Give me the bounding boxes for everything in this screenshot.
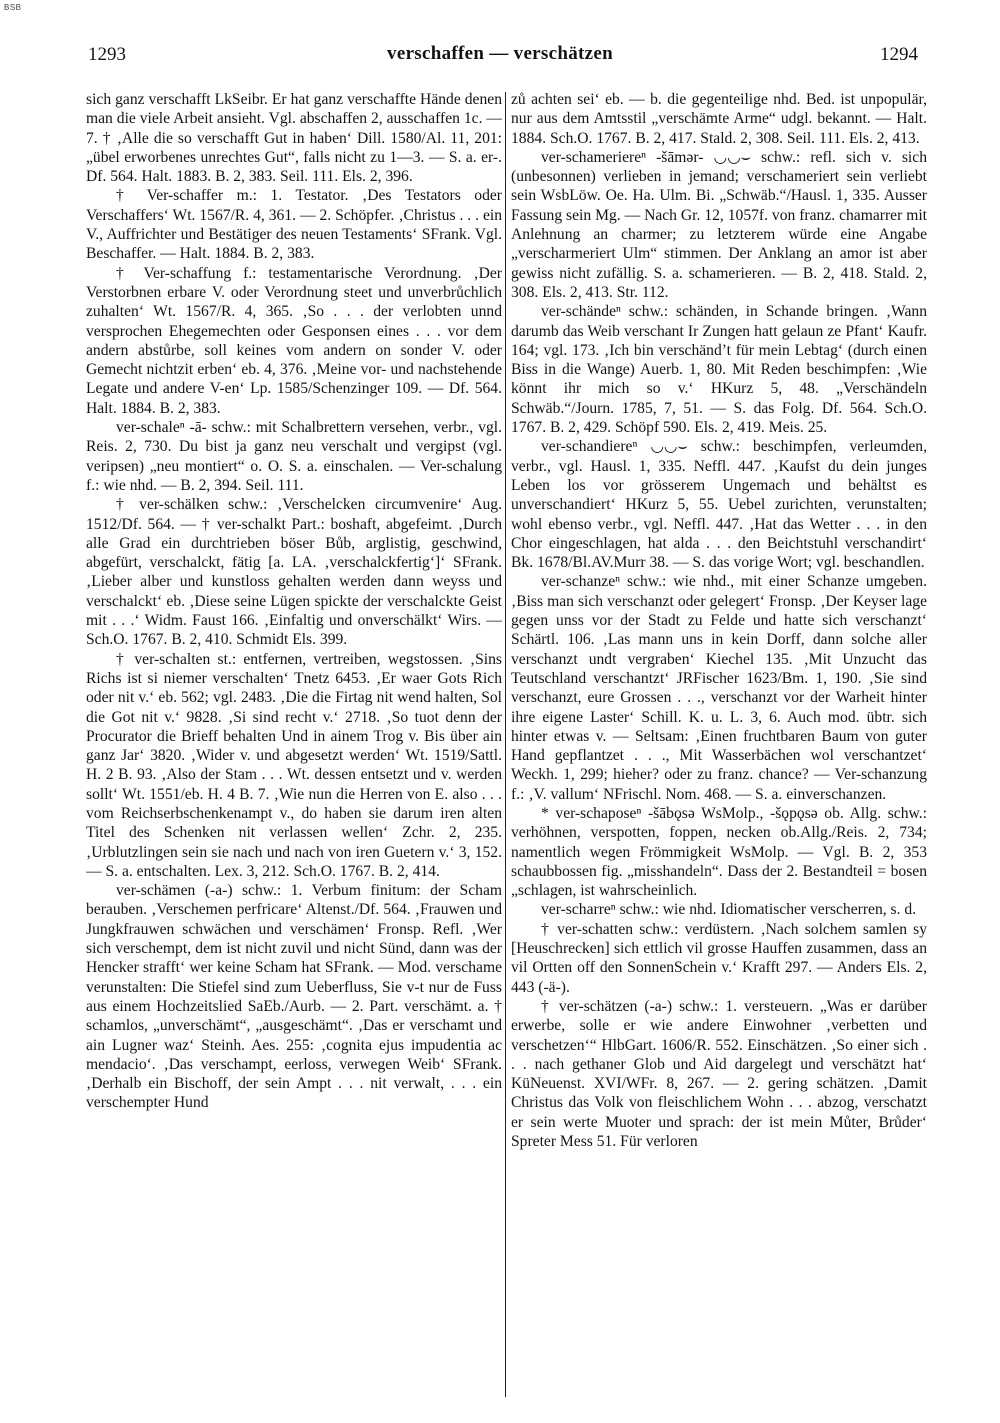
entry-verschatten: † ver-schatten schw.: verdüstern. ‚Nach solchem samlen sy [Heuschrecken] sich ettlich vil grosse Hauffen zusammen, dass an vil Ortten off den SonnenSchein v.‘ Krafft 297. — Anders Els. 2, 443 (-ä-). (511, 920, 927, 996)
paragraph: zů achten sei‘ eb. — b. die gegenteilige nhd. Bed. ist unpopulär, nur aus dem Amtsstil „verschämte Arme“ udgl. bekannt. — Halt. 1884. Sch.O. 1767. B. 2, 417. Stald. 2, 308. Seil. 111. Els. 2, 413. (511, 91, 927, 147)
library-stamp: BSB (4, 3, 22, 12)
entry-verschamerieren: ver-schameriereⁿ -šāmər- ◡◡⌣ schw.: refl. sich v. sich (unbesonnen) verlieben in jemand; verschameriert sein verliebt sein WsbLöw. Oe. Ha. Ulm. Bi. „Schwäb.“/Hausl. 1, 335. Ausser Fassung sein Mg. — Nach Gr. 12, 1057f. von franz. chamarrer mit Anlehnung an charmer; zu letzterem würde eine Angabe „verscharmeriert Ulm“ stimmen. Der Anklang an amor ist aber gewiss nicht zufällig. S. a. schamerieren. — B. 2, 418. Stald. 2, 308. Els. 2, 413. Str. 112. (511, 148, 927, 301)
entry-verschanzen: ver-schanzeⁿ schw.: wie nhd., mit einer Schanze umgeben. ‚Biss man sich verschanzt oder gelegert‘ Fronsp. ‚Der Keyser lage gegen unss vor der Stadt zu Felde und hatte sich verschanzt‘ Schärtl. 106. ‚Las mann uns in kein Dorff, dann solche aller verschanzt undt vergraben‘ Kiechel 135. ‚Mit Unzucht das Teutschland verschantzt‘ JRFischer 1623/Bm. 1, 190. ‚Sie sind verschanzt, eure Grossen . . ., verschanzt vor der Warheit hinter ihre eigene Laster‘ Schill. K. u. L. 3, 6. Auch mod. übtr. sich hinter etwas v. — Seltsam: ‚Einen fruchtbaren Baum von guter Hand gepflantzet . . ., Mit Wasserbächen wol verschantzet‘ Weckh. 1, 299; hieher? oder zu franz. chance? — Ver-schanzung f.: ‚V. vallum‘ NFrischl. Nom. 468. — S. a. einverschanzen. (511, 573, 927, 803)
entry-verschaenden: ver-schändeⁿ schw.: schänden, in Schande bringen. ‚Wann darumb das Weib verschant Ir Zungen hatt gelaun ze Pfant‘ Kaufr. 164; vgl. 173. ‚Ich bin verschänd’t für mein Lebtag‘ (durch einen Biss in die Wange) Auerb. 1, 80. Mit Reden beschimpfen: ‚Wie könnt ihr mich so v.‘ HKurz 5, 48. „Verschändeln Schwäb.“/Journ. 1785, 7, 51. — S. das Folg. Df. 564. Sch.O. 1767. B. 2, 429. Schöpf 590. Els. 2, 419. Meis. 25. (511, 303, 927, 437)
running-title: verschaffen — verschätzen (387, 43, 613, 64)
left-column (86, 90, 502, 1400)
column-divider (505, 92, 506, 1397)
entry-verschaemen: ver-schämen (-a-) schw.: 1. Verbum finitum: der Scham berauben. ‚Verschemen perfricare‘ Altenst./Df. 564. ‚Frauwen und Jungkfrauwen schwächen und verschämen‘ Fronsp. Refl. ‚Wer sich verschempt, dem ist nicht zuvil und nicht Sünd, dann was der Hencker strafft‘ wer keine Scham hat SFrank. — Mod. verschame verunstalten: Die Stiefel sind zum Ueberfluss, Sie v-t nur de Fuss aus einem Hochzeitslied SaEb./Aurb. — 2. Part. verschämt. a. † schamlos, „unverschämt“, „ausgeschämt“. ‚Das er verschamt und ain Lugner waz‘ Steinh. Aes. 255: ‚cognita ejus impudentia ac mendacio‘. ‚Das verschampt, eerloss, verwegen Weib‘ SFrank. ‚Derhalb ein Bischoff, der sein Ampt . . . nit verwalt, . . . ein verschempter Hund (86, 882, 502, 1112)
entry-verschandieren: ver-schandiereⁿ ◡◡⌣ schw.: beschimpfen, verleumden, verbr., vgl. Hausl. 1, 335. Neffl. 447. ‚Kaufst du dein junges Leben los vor grösserem Ungemach und behältst es unverschandiert‘ HKurz 5, 55. Uebel zurichten, verunstalten; wohl ebenso verbr., vgl. Neffl. 447. ‚Hat das Wetter . . . in den Chor eingeschlagen, hat alda . . . den Beichtstuhl verschandirt‘ Bk. 1678/Bl.AV.Murr 38. — S. das vorige Wort; vgl. beschandlen. (511, 438, 927, 572)
entry-verschaelken: † ver-schälken schw.: ‚Verschelcken circumvenire‘ Aug. 1512/Df. 564. — † ver-schalkt Part.: boshaft, abgefeimt. ‚Durch alle Grad ein durchtrieben böser Bůb, arglistig, geschwind, abgefürt, verschalckt, fätig [a. LA. ‚verschalckfertig‘]‘ SFrank. ‚Lieber alber und kunstloss gehalten werden dann weyss und verschalckt‘ eb. ‚Diese seine Lügen spickte der verschalckte Geist mit . . .‘ Widm. Faust 166. ‚Einfaltig und onverschälkt‘ Wirs. — Sch.O. 1767. B. 2, 410. Schmidt Els. 399. (86, 496, 502, 649)
entry-verschaetzen: † ver-schätzen (-a-) schw.: 1. versteuern. „Was er darüber erwerbe, solle er wie andere Einwohner ‚verbetten und verschetzen‘“ HlbGart. 1606/R. 552. Einschätzen. ‚So einer sich . . . nach gethaner Glob und Aid dargelegt und verschätzt hat‘ KüNeuenst. XVI/WFr. 8, 267. — 2. gering schätzen. ‚Damit Christus das Volk von fleischlichem Wohn . . . abzog, verschatzt er sein werte Muoter und sprach: der ist mein Můter, Brůder‘ Spreter Mess 51. Für verloren (511, 997, 927, 1151)
entry-verschaposen: * ver-schaposeⁿ -šābǫsə WsMolp., -šǫpǫsə ob. Allg. schw.: verhöhnen, verspotten, foppen, necken ob.Allg./Reis. 2, 734; namentlich wegen Frömmigkeit WsMolp. — Vgl. B. 2, 353 schaubbossen fig. „misshandeln“. Dass der 2. Bestandteil = bosen „schlagen, ist wahrscheinlich. (511, 804, 927, 900)
entry-verschaffung: † Ver-schaffung f.: testamentarische Verordnung. ‚Der Verstorbnen erbare V. oder Verordnung steet und unverbrůchlich zuhalten‘ Wt. 1567/R. 4, 365. ‚So . . . der verlobten unnd versprochen Ehegemechten oder Gesponsen eines . . . vor dem andern abstůrbe, soll keines vom andern on sonder V. oder Gemecht nichtzit erben‘ eb. 4, 376. ‚Meine vor- und nachstehende Legate und andere V-en‘ Lp. 1585/Schenzinger 109. — Df. 564. Halt. 1884. B. 2, 383. (86, 264, 502, 417)
entry-verschalen: ver-schaleⁿ -ā- schw.: mit Schalbrettern versehen, verbr., vgl. Reis. 2, 730. Du bist ja ganz neu verschalt und vergipst (vgl. veripsen) „neu montiert“ o. O. S. a. einschalen. — Ver-schalung f.: wie nhd. — B. 2, 394. Seil. 111. (86, 419, 502, 494)
page-number-left: 1293 (88, 44, 126, 65)
entry-verschaffer: † Ver-schaffer m.: 1. Testator. ‚Des Testators oder Verschaffers‘ Wt. 1567/R. 4, 361. — 2. Schöpfer. ‚Christus . . . ein V., Auffrichter und Bestätiger des neuen Testaments‘ SFrank. Vgl. Beschaffer. — Halt. 1884. B. 2, 383. (86, 187, 502, 263)
entry-verschalten: † ver-schalten st.: entfernen, vertreiben, wegstossen. ‚Sins Richs ist si niemer verschalten‘ Tnetz 6453. ‚Er waer Gots Rich oder nit v.‘ eb. 562; vgl. 2483. ‚Die die Firtag nit wend halten, Sol die Got nit v.‘ 9828. ‚Si sind recht v.‘ 2718. ‚So tuot denn der Procurator die Brieff behalten Und in ainem Trog v. Bis über ain ganz Jar‘ 3820. ‚Wider v. und abgesetzt werden‘ Wt. 1519/Sattl. H. 2 B. 93. ‚Also der Stam . . . Wt. dessen entsetzt und v. werden sollt‘ Wt. 1551/eb. H. 4 B. 7. ‚Wie nun die Herren von E. also . . . vom Reichserbschenkenampt v., do haben sie darum iren alten Titel des Schenken nit verlassen wellen‘ Zchr. 2, 235. ‚Urblutzlingen sein sie nach und nach von iren Guetern v.‘ 3, 152. — S. a. entschalten. Lex. 3, 212. Sch.O. 1767. B. 2, 414. (86, 650, 502, 880)
paragraph: sich ganz verschafft LkSeibr. Er hat ganz verschaffte Hände denen man die viele Arbeit ansieht. Vgl. abschaffen 2, ausschaffen 1c. — 7. † ‚Alle die so verschafft Gut in haben‘ Dill. 1580/Al. 11, 201: „übel erworbenes unrechtes Gut“, falls nicht zu 1—3. — S. a. er-. Df. 564. Halt. 1883. B. 2, 383. Seil. 111. Els. 2, 396. (86, 91, 502, 186)
entry-verscharren: ver-scharreⁿ schw.: wie nhd. Idiomatischer verscherren, s. d. (541, 901, 917, 919)
page-header (0, 38, 1000, 68)
right-column (511, 90, 927, 1400)
page-number-right: 1294 (880, 44, 918, 65)
